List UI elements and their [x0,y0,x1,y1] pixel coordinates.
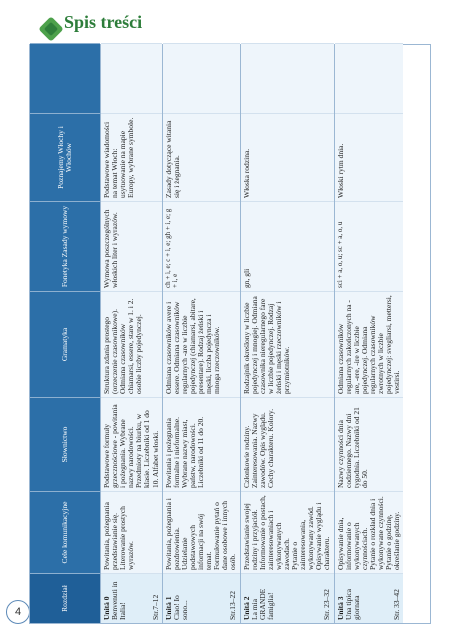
page-number: 4 [6,600,30,624]
unit-pages: Str. 23–32 [322,589,332,620]
unit-label: Unità 2 [241,596,251,620]
goal-item: Opisywanie wyglądu i charakteru. [314,502,332,570]
header-vocab: Słownictwo [30,397,100,491]
culture-cell: Włoski rytm dnia. [335,113,404,201]
goal-item: Pytanie o zainteresowania, wykonywany zawód. [290,506,316,570]
header-culture: Poznajemy Włochy i Włochów [30,113,100,201]
unit-pages: Str.7–12 [150,594,160,620]
goals-cell [241,491,334,573]
goal-item: Formułowanie pytań o dane osobowe i innych osób. [212,501,238,570]
goal-item: Opisywanie dnia, informowanie o wykonywanych czynnościach. [335,517,369,570]
table-row-unit-0 [100,45,162,623]
goal-item: Powitania, pożegnania i pozdrowienia. [163,498,181,570]
goals-cell [101,491,162,573]
page-title: Spis treści [64,12,143,32]
grammar-cell: Odmiana czasowników regularnych zakończonych na -are, -ere, -ire w liczbie pojedynczej. Odmiana regularnych czasowników zwrotnych w liczbie pojedynczej: svegliarsi, mettersi, vestirsi. [335,291,404,397]
phonetics-cell: Wymowa poszczególnych włoskich liter i wyrazów. [101,201,162,291]
unit-name: Ciao! Io sono... [171,595,189,620]
unit-pages: Str.13–22 [228,591,238,620]
spacer-cell [101,43,162,113]
unit-pages: Str. 33–42 [392,589,402,620]
unit-name: Benvenuti in Italia! [110,581,128,620]
goal-item: Pytanie o godzinę, określanie godziny. [384,511,402,570]
unit-label: Unità 3 [335,596,345,620]
unit-cell [335,573,404,623]
goal-item: Literowanie prostych wyrazów. [118,506,136,570]
goal-item: Udzielanie podstawowych informacji na swój temat. [179,513,214,570]
unit-label: Unità 1 [163,596,173,620]
vocab-cell: Członkowie rodziny. Zainteresowania. Nazwy zawodów. Opis wyglądu. Cechy charakteru. Kolory. [241,397,334,491]
phonetics-cell: gn, gli [241,201,334,291]
vocab-cell: Powitania i pożegnania formalne i nieformalne. Wybrane nazwy miast, państw, narodowości. Liczebniki od 11 do 20. [163,397,240,491]
goal-item: Powitania, pożegnania [102,502,111,570]
table-of-contents-wrapper [29,44,431,624]
table-row-unit-2 [240,45,334,623]
culture-cell: Podstawowe wiadomości na temat Włoch: usytuowanie na mapie Europy, wybrane symbole. [101,113,162,201]
goals-cell [163,491,240,573]
header-spacer [30,43,100,113]
unit-label: Unità 0 [102,596,111,620]
unit-name: Una tipica giornata [343,588,361,620]
unit-cell [241,573,334,623]
toc-header [30,45,100,623]
spacer-cell [163,43,240,113]
grammar-cell: Rodzajnik określony w liczbie pojedynczej i mnogiej. Odmiana czasownika nieregularnego fare w liczbie pojedynczej. Rodzaj żeński i męski rzeczowników i przymiotników. [241,291,334,397]
table-of-contents [29,44,431,624]
goal-item: Pytanie o rozkład dnia i wykonywane czynności. [367,496,385,570]
header-unit: Rozdział [30,573,100,623]
section-icon [38,16,63,41]
spacer-cell [335,43,404,113]
table-row-unit-1 [162,45,240,623]
goal-item: Informowanie o postach, zainteresowaniach i wykonywanych zawodach. [257,495,291,570]
table-row-unit-3 [334,45,404,623]
header-goals: Cele komunikacyjne [30,491,100,573]
goal-item: Przedstawianie swojej rodziny i przyjaciół. [241,503,259,570]
unit-cell [101,573,162,623]
culture-cell: Zasady dotyczące witania się i żegnania. [163,113,240,201]
grammar-cell: Odmiana czasowników avere i essere. Odmiana czasowników regularnych -are w liczbie pojedynczej (chiamarsi, abitare, presentare). Rodzaj żeński i męski, liczba pojedyncza i mnoga rzeczowników. [163,291,240,397]
unit-cell [163,573,240,623]
unit-name: La mia GRANDE famiglia! [249,588,275,620]
vocab-cell: Podstawowe formuły grzecznościowe - powitania i pożegnania. Wybrane nazwy narodowości. Przedmioty na biurku, w klasie. Liczebniki od 1 do 10. Alfabet włoski. [101,397,162,491]
goals-cell [335,491,404,573]
header-grammar: Gramatyka [30,291,100,397]
vocab-cell: Nazwy czynności dnia codziennego. Nazwy dni tygodnia. Liczebniki od 21 do 50. [335,397,404,491]
culture-cell: Włoska rodzina. [241,113,334,201]
header-phonetics: Fonetyka Zasady wymowy [30,201,100,291]
spacer-cell [241,43,334,113]
phonetics-cell: sci + a, o, u; sc + a, o, u [335,201,404,291]
phonetics-cell: ch + i, e; c + i, e; gh + i, e; g + i, e [163,201,240,291]
goal-item: przedstawianie się. [110,512,120,570]
grammar-cell: Struktura zdania prostego (orzeczenie czasownikowe). Odmiana czasowników chiamarsi, essere, stare w 1. i 2. osobie liczby pojedynczej. [101,291,162,397]
